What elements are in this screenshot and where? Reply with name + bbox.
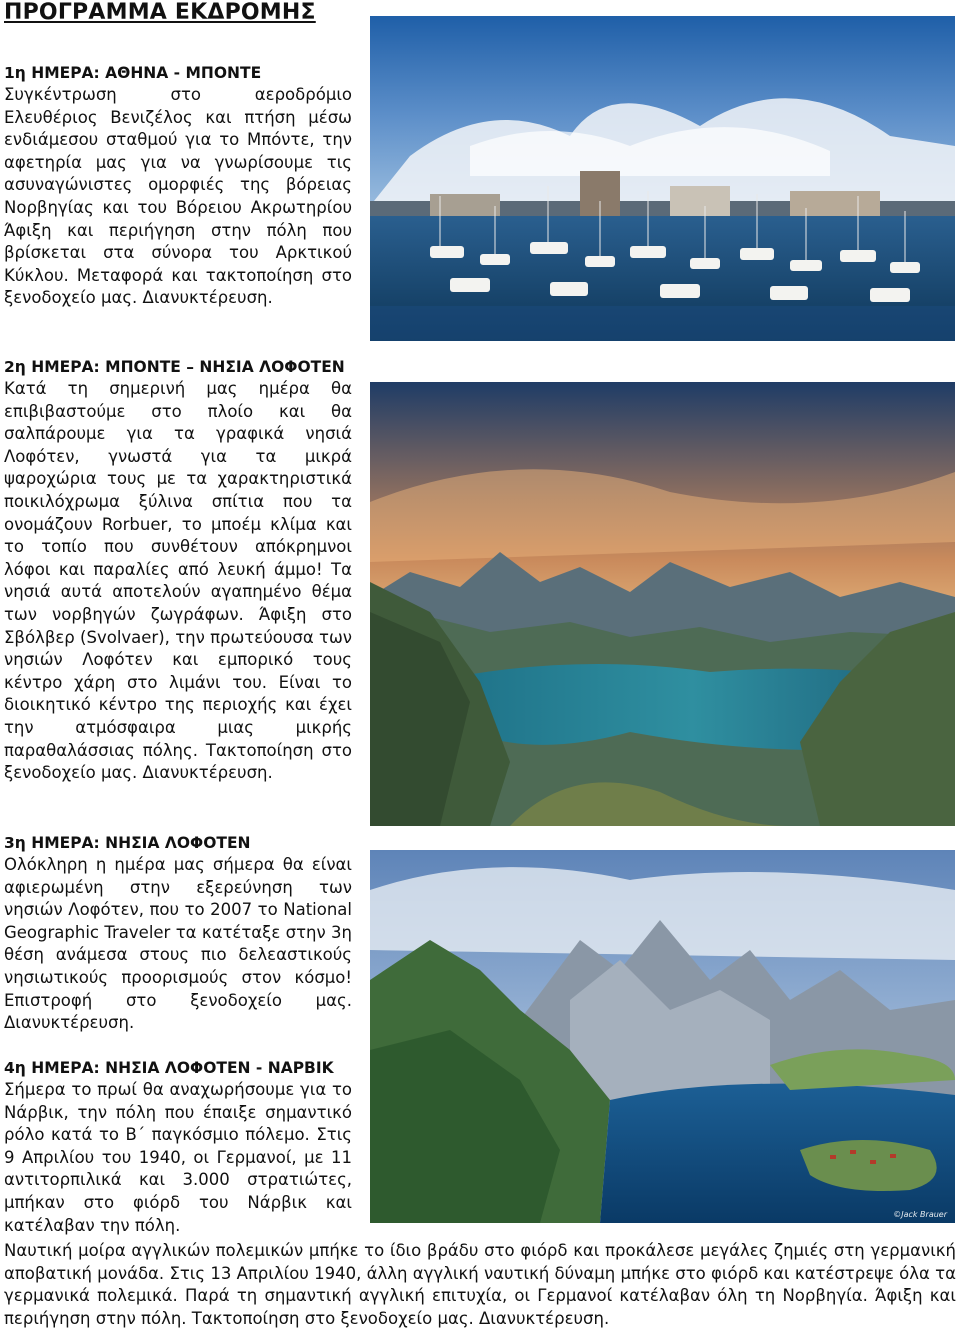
day-2-text: Κατά τη σημερινή μας ημέρα θα επιβιβαστούμε στο πλοίο και θα σαλπάρουμε για τα γραφικά νησιά Λοφότεν, γνωστά για τα μικρά ψαροχώρια τους με τα χαρακτηριστικά ποικιλόχρωμα ξύλινα σπίτια που τα ονομάζουν Rorbuer, το μποέμ κλίμα και το τοπίο που συνθέτουν απόκρημνοι λόφοι και παραλίες από λευκή άμμο! Τα νησιά αυτά αποτελούν αγαπημένο θέμα των νορβηγών ζωγράφων. Άφιξη στο Σβόλβερ (Svolvaer), την πρωτεύουσα των νησιών Λοφότεν και εμπορικό τους κέντρο χάρη στο λιμάνι του. Είναι το διοικητικό κέντρο της περιοχής και έχει την ατμόσφαιρα μιας μικρής παραθαλάσσιας πόλης. Τακτοποίηση στο ξενοδοχείο μας. Διανυκτέρευση.: [4, 379, 352, 783]
day-3-text: Ολόκληρη η ημέρα μας σήμερα θα είναι αφιερωμένη στην εξερεύνηση των νησιών Λοφότεν, που το 2007 το National Geographic Traveler τα κατέταξε στην 3η θέση ανάμεσα στους πιο δελεαστικούς νησιωτικούς προορισμούς στον κόσμο! Επιστροφή στο ξενοδοχείο μας. Διανυκτέρευση.: [4, 855, 352, 1033]
day-4-heading: 4η ΗΜΕΡΑ: ΝΗΣΙΑ ΛΟΦΟΤΕΝ - ΝΑΡΒΙΚ: [4, 1059, 334, 1077]
day-1-section: [4, 62, 352, 310]
day-1-text: Συγκέντρωση στο αεροδρόμιο Ελευθέριος Βενιζέλος και πτήση μέσω ενδιάμεσου σταθμού για το Μπόντε, την αφετηρία μας για να γνωρίσουμε τις ασυναγώνιστες ομορφιές της βόρειας Νορβηγίας και του Βόρειου Ακρωτηρίου Άφιξη και περιήγηση στην πόλη που βρίσκεται στα σύνορα του Αρκτικού Κύκλου. Μεταφορά και τακτοποίηση στο ξενοδοχείο μας. Διανυκτέρευση.: [4, 85, 352, 308]
day-4-text-continued: Ναυτική μοίρα αγγλικών πολεμικών μπήκε το ίδιο βράδυ στο φιόρδ και προκάλεσε μεγάλες ζημιές στη γερμανική αποβατική μονάδα. Στις 13 Απριλίου 1940, άλλη αγγλική ναυτική δύναμη μπήκε στο φιόρδ και κατέστρεψε όλα τα γερμανικά πολεμικά. Παρά τη σημαντική αγγλική επιτυχία, οι Γερμανοί κατέλαβαν όλη τη Νορβηγία. Άφιξη και περιήγηση στην πόλη. Τακτοποίηση στο ξενοδοχείο μας. Διανυκτέρευση.: [4, 1241, 956, 1328]
reine-photo: [370, 850, 955, 1223]
page-title: ΠΡΟΓΡΑΜΜΑ ΕΚΔΡΟΜΗΣ: [4, 0, 316, 25]
day-1-heading: 1η ΗΜΕΡΑ: ΑΘΗΝΑ - ΜΠΟΝΤΕ: [4, 64, 262, 82]
harbour-photo: [370, 16, 955, 341]
day-3-heading: 3η ΗΜΕΡΑ: ΝΗΣΙΑ ΛΟΦΟΤΕΝ: [4, 834, 251, 852]
day-2-heading: 2η ΗΜΕΡΑ: ΜΠΟΝΤΕ – ΝΗΣΙΑ ΛΟΦΟΤΕΝ: [4, 358, 345, 376]
day-4-text: Σήμερα το πρωί θα αναχωρήσουμε για το Νάρβικ, την πόλη που έπαιξε σημαντικό ρόλο κατά το Β΄ παγκόσμιο πόλεμο. Στις 9 Απριλίου του 1940, οι Γερμανοί, με 11 αντιτορπιλικά και 3.000 στρατιώτες, μπήκαν στο φιόρδ του Νάρβικ και κατέλαβαν την πόλη.: [4, 1080, 352, 1235]
fjord-sunset-photo: [370, 382, 955, 826]
day-3-section: [4, 832, 352, 1035]
day-2-section: [4, 356, 352, 785]
day-4-section: [4, 1057, 352, 1237]
photo-credit: ©Jack Brauer: [893, 1210, 947, 1219]
